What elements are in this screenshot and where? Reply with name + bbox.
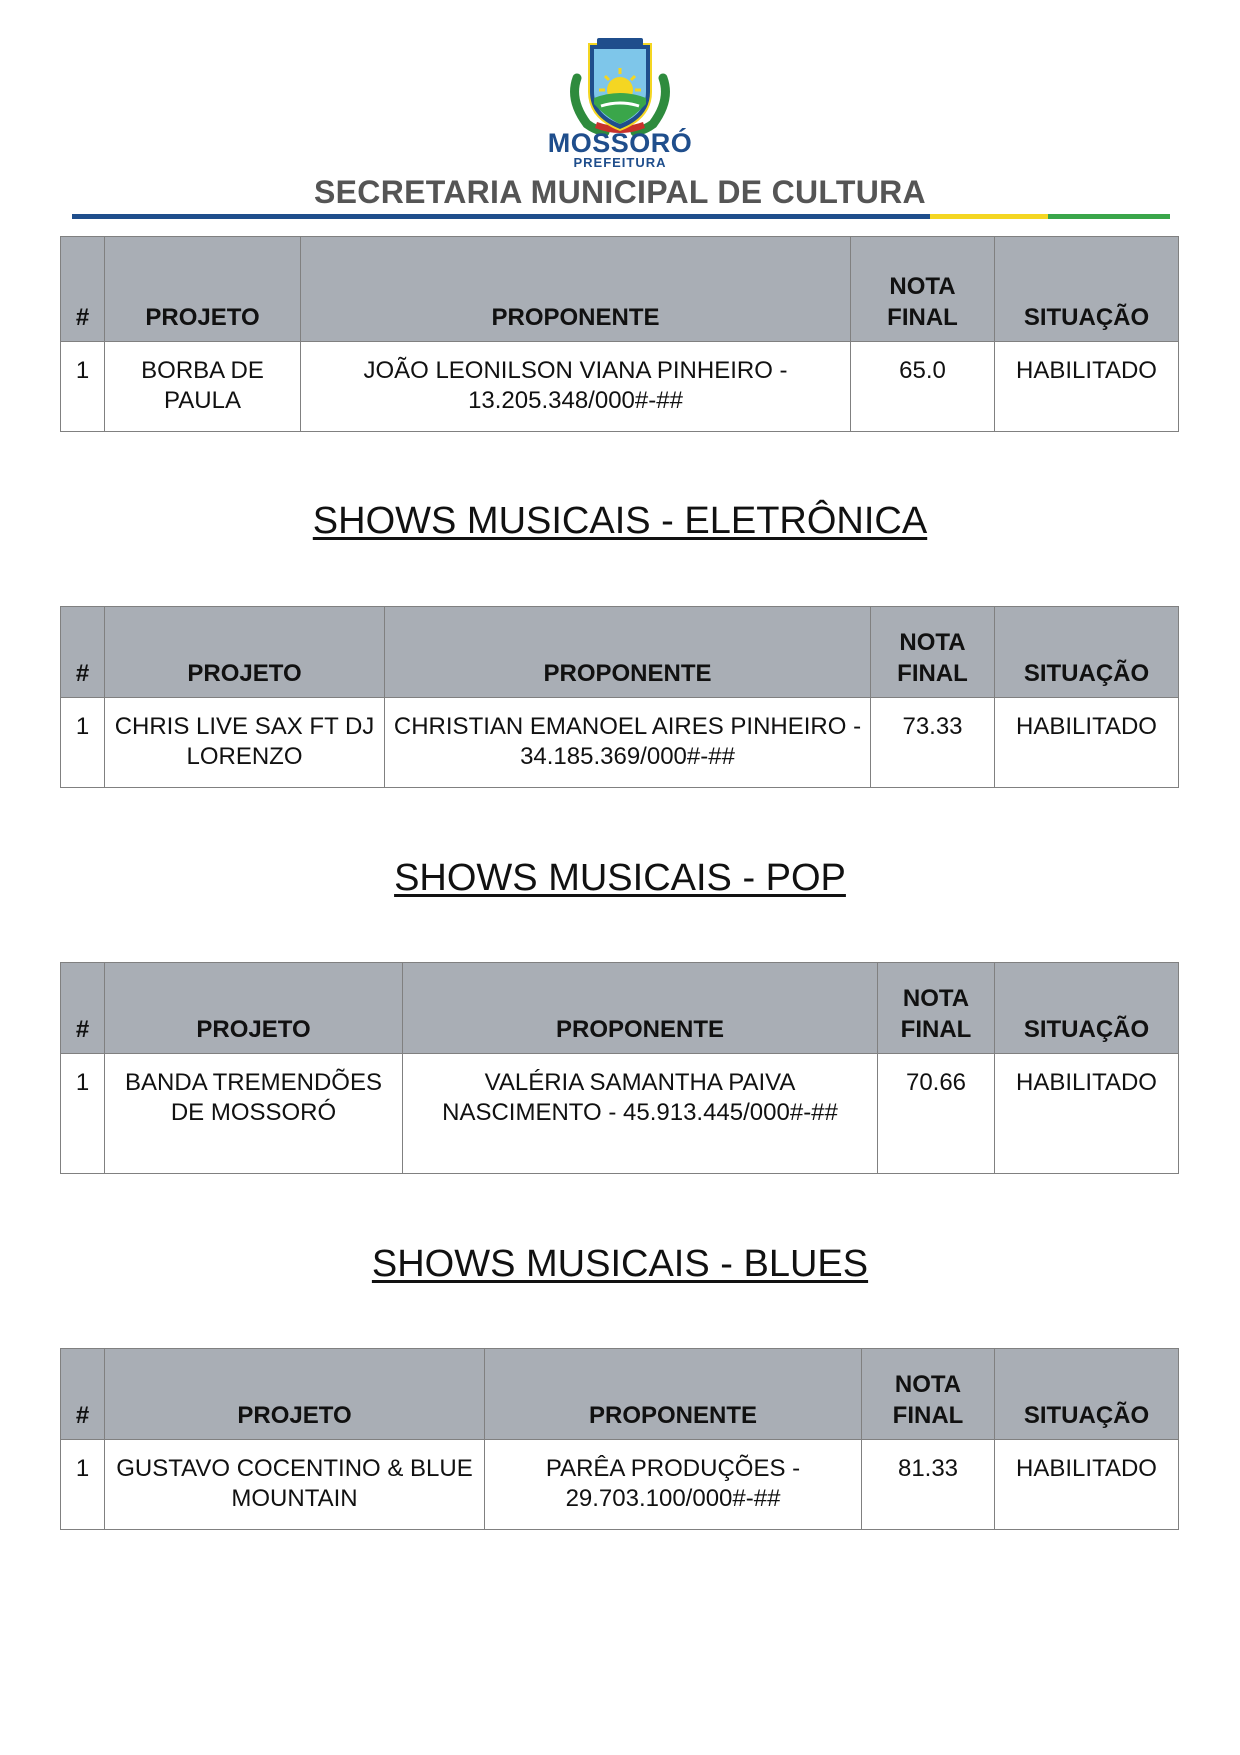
cell-number: 1 xyxy=(61,1440,105,1530)
cell-projeto: BANDA TREMENDÕES DE MOSSORÓ xyxy=(105,1054,403,1174)
cell-projeto: CHRIS LIVE SAX FT DJ LORENZO xyxy=(105,698,385,788)
col-header-projeto: PROJETO xyxy=(105,607,385,698)
section-title-blues: SHOWS MUSICAIS - BLUES xyxy=(371,1243,869,1285)
cell-nota-final: 73.33 xyxy=(871,698,995,788)
results-table-eletronica xyxy=(60,606,1179,788)
brand-subtitle: PREFEITURA xyxy=(573,155,667,170)
department-title: SECRETARIA MUNICIPAL DE CULTURA xyxy=(314,174,926,210)
col-header-number: # xyxy=(61,1349,105,1440)
col-header-situacao: SITUAÇÃO xyxy=(995,607,1179,698)
table-row xyxy=(61,1440,1179,1530)
page-header xyxy=(0,0,1240,230)
cell-proponente: JOÃO LEONILSON VIANA PINHEIRO - 13.205.348/000#-## xyxy=(301,342,851,432)
cell-number: 1 xyxy=(61,1054,105,1174)
cell-nota-final: 81.33 xyxy=(862,1440,995,1530)
col-header-projeto: PROJETO xyxy=(105,1349,485,1440)
cell-proponente: PARÊA PRODUÇÕES - 29.703.100/000#-## xyxy=(485,1440,862,1530)
col-header-nota-final: NOTA FINAL xyxy=(851,237,995,342)
table-row xyxy=(61,342,1179,432)
cell-number: 1 xyxy=(61,698,105,788)
col-header-situacao: SITUAÇÃO xyxy=(995,963,1179,1054)
col-header-nota-final: NOTA FINAL xyxy=(878,963,995,1054)
col-header-proponente: PROPONENTE xyxy=(301,237,851,342)
col-header-number: # xyxy=(61,237,105,342)
results-table-pop xyxy=(60,962,1179,1174)
table-row xyxy=(61,698,1179,788)
col-header-projeto: PROJETO xyxy=(105,963,403,1054)
col-header-nota-final: NOTA FINAL xyxy=(862,1349,995,1440)
section-title-pop: SHOWS MUSICAIS - POP xyxy=(394,857,846,899)
cell-number: 1 xyxy=(61,342,105,432)
col-header-situacao: SITUAÇÃO xyxy=(995,237,1179,342)
header-bar-blue xyxy=(72,214,930,219)
cell-nota-final: 65.0 xyxy=(851,342,995,432)
col-header-situacao: SITUAÇÃO xyxy=(995,1349,1179,1440)
results-table-0 xyxy=(60,236,1179,432)
section-title-eletronica: SHOWS MUSICAIS - ELETRÔNICA xyxy=(312,500,928,542)
col-header-proponente: PROPONENTE xyxy=(403,963,878,1054)
city-coat-of-arms-icon xyxy=(565,38,675,136)
table-header-row xyxy=(61,607,1179,698)
col-header-number: # xyxy=(61,963,105,1054)
table-header-row xyxy=(61,237,1179,342)
cell-projeto: BORBA DE PAULA xyxy=(105,342,301,432)
cell-situacao: HABILITADO xyxy=(995,1440,1179,1530)
cell-situacao: HABILITADO xyxy=(995,1054,1179,1174)
table-header-row xyxy=(61,963,1179,1054)
table-header-row xyxy=(61,1349,1179,1440)
cell-proponente: CHRISTIAN EMANOEL AIRES PINHEIRO - 34.185.369/000#-## xyxy=(385,698,871,788)
header-bar-yellow xyxy=(930,214,1048,219)
cell-proponente: VALÉRIA SAMANTHA PAIVA NASCIMENTO - 45.913.445/000#-## xyxy=(403,1054,878,1174)
header-bar-green xyxy=(1048,214,1170,219)
cell-situacao: HABILITADO xyxy=(995,698,1179,788)
cell-nota-final: 70.66 xyxy=(878,1054,995,1174)
col-header-proponente: PROPONENTE xyxy=(385,607,871,698)
col-header-nota-final: NOTA FINAL xyxy=(871,607,995,698)
cell-projeto: GUSTAVO COCENTINO & BLUE MOUNTAIN xyxy=(105,1440,485,1530)
results-table-blues xyxy=(60,1348,1179,1530)
cell-situacao: HABILITADO xyxy=(995,342,1179,432)
col-header-number: # xyxy=(61,607,105,698)
col-header-proponente: PROPONENTE xyxy=(485,1349,862,1440)
table-row xyxy=(61,1054,1179,1174)
col-header-projeto: PROJETO xyxy=(105,237,301,342)
brand-name: MOSSORÓ xyxy=(547,128,693,158)
